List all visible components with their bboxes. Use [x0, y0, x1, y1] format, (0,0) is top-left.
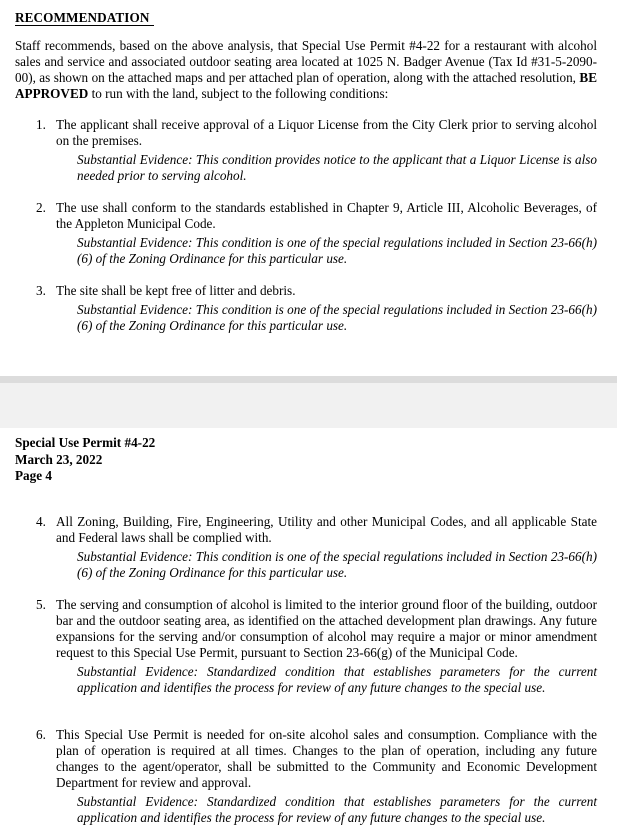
condition-item — [15, 514, 597, 581]
page-header — [15, 435, 155, 485]
page-number: Page 4 — [15, 468, 52, 483]
header-date: March 23, 2022 — [15, 451, 103, 467]
condition-number: 5. — [36, 597, 46, 612]
substantial-evidence: Substantial Evidence: This condition is one of the special regulations included in Section 23-66(h)(6) of the Zoning Ordinance for this particular use. — [77, 549, 597, 580]
substantial-evidence: Substantial Evidence: This condition is one of the special regulations included in Section 23-66(h)(6) of the Zoning Ordinance for this particular use. — [77, 235, 597, 266]
condition-item — [15, 200, 597, 267]
substantial-evidence: Substantial Evidence: This condition is one of the special regulations included in Section 23-66(h)(6) of the Zoning Ordinance for this particular use. — [77, 302, 597, 333]
condition-item — [15, 727, 597, 826]
condition-text: This Special Use Permit is needed for on-site alcohol sales and consumption. Compliance with the plan of operation is required at all times. Changes to the plan of operation, including any future changes to the agent/operator, shall be submitted to the Community and Economic Development Department for review and approval. — [56, 727, 597, 790]
condition-number: 1. — [36, 117, 46, 132]
substantial-evidence: Substantial Evidence: Standardized condition that establishes parameters for the current application and identifies the process for review of any future changes to the special use. — [77, 794, 597, 825]
condition-number: 2. — [36, 200, 46, 215]
intro-bold: BE APPROVED — [15, 70, 597, 101]
condition-text: All Zoning, Building, Fire, Engineering, Utility and other Municipal Codes, and all applicable State and Federal laws shall be complied with. — [56, 514, 597, 545]
condition-item — [15, 283, 597, 334]
intro-text-end: to run with the land, subject to the following conditions: — [88, 86, 389, 101]
condition-item — [15, 117, 597, 184]
page-break — [0, 376, 617, 428]
substantial-evidence: Substantial Evidence: Standardized condition that establishes parameters for the current application and identifies the process for review of any future changes to the special use. — [77, 664, 597, 695]
page-break-shadow — [0, 376, 617, 383]
section-heading: RECOMMENDATION — [15, 10, 154, 26]
condition-text: The applicant shall receive approval of a Liquor License from the City Clerk prior to serving alcohol on the premises. — [56, 117, 597, 148]
condition-number: 4. — [36, 514, 46, 529]
condition-text: The site shall be kept free of litter and debris. — [56, 283, 296, 298]
intro-paragraph — [15, 38, 597, 102]
permit-number: Special Use Permit #4-22 — [15, 435, 156, 450]
condition-text: The serving and consumption of alcohol is limited to the interior ground floor of the building, outdoor bar and the outdoor seating area, as identified on the attached development plan drawings. Any future expansions for the serving and/or consumption of alcohol may require a major or minor amendment request to this Special Use Permit, pursuant to Section 23-66(g) of the Municipal Code. — [56, 597, 597, 660]
condition-item — [15, 597, 597, 696]
condition-number: 6. — [36, 727, 46, 742]
substantial-evidence: Substantial Evidence: This condition provides notice to the applicant that a Liquor License is also needed prior to serving alcohol. — [77, 152, 597, 183]
condition-text: The use shall conform to the standards established in Chapter 9, Article III, Alcoholic Beverages, of the Appleton Municipal Code. — [56, 200, 597, 231]
intro-text: Staff recommends, based on the above analysis, that Special Use Permit #4-22 for a restaurant with alcohol sales and service and associated outdoor seating area located at 1025 N. Badger Avenue (Tax Id #31-5-2090-00), as shown on the attached maps and per attached plan of operation, along with the attached resolution, — [15, 38, 597, 85]
condition-number: 3. — [36, 283, 46, 298]
